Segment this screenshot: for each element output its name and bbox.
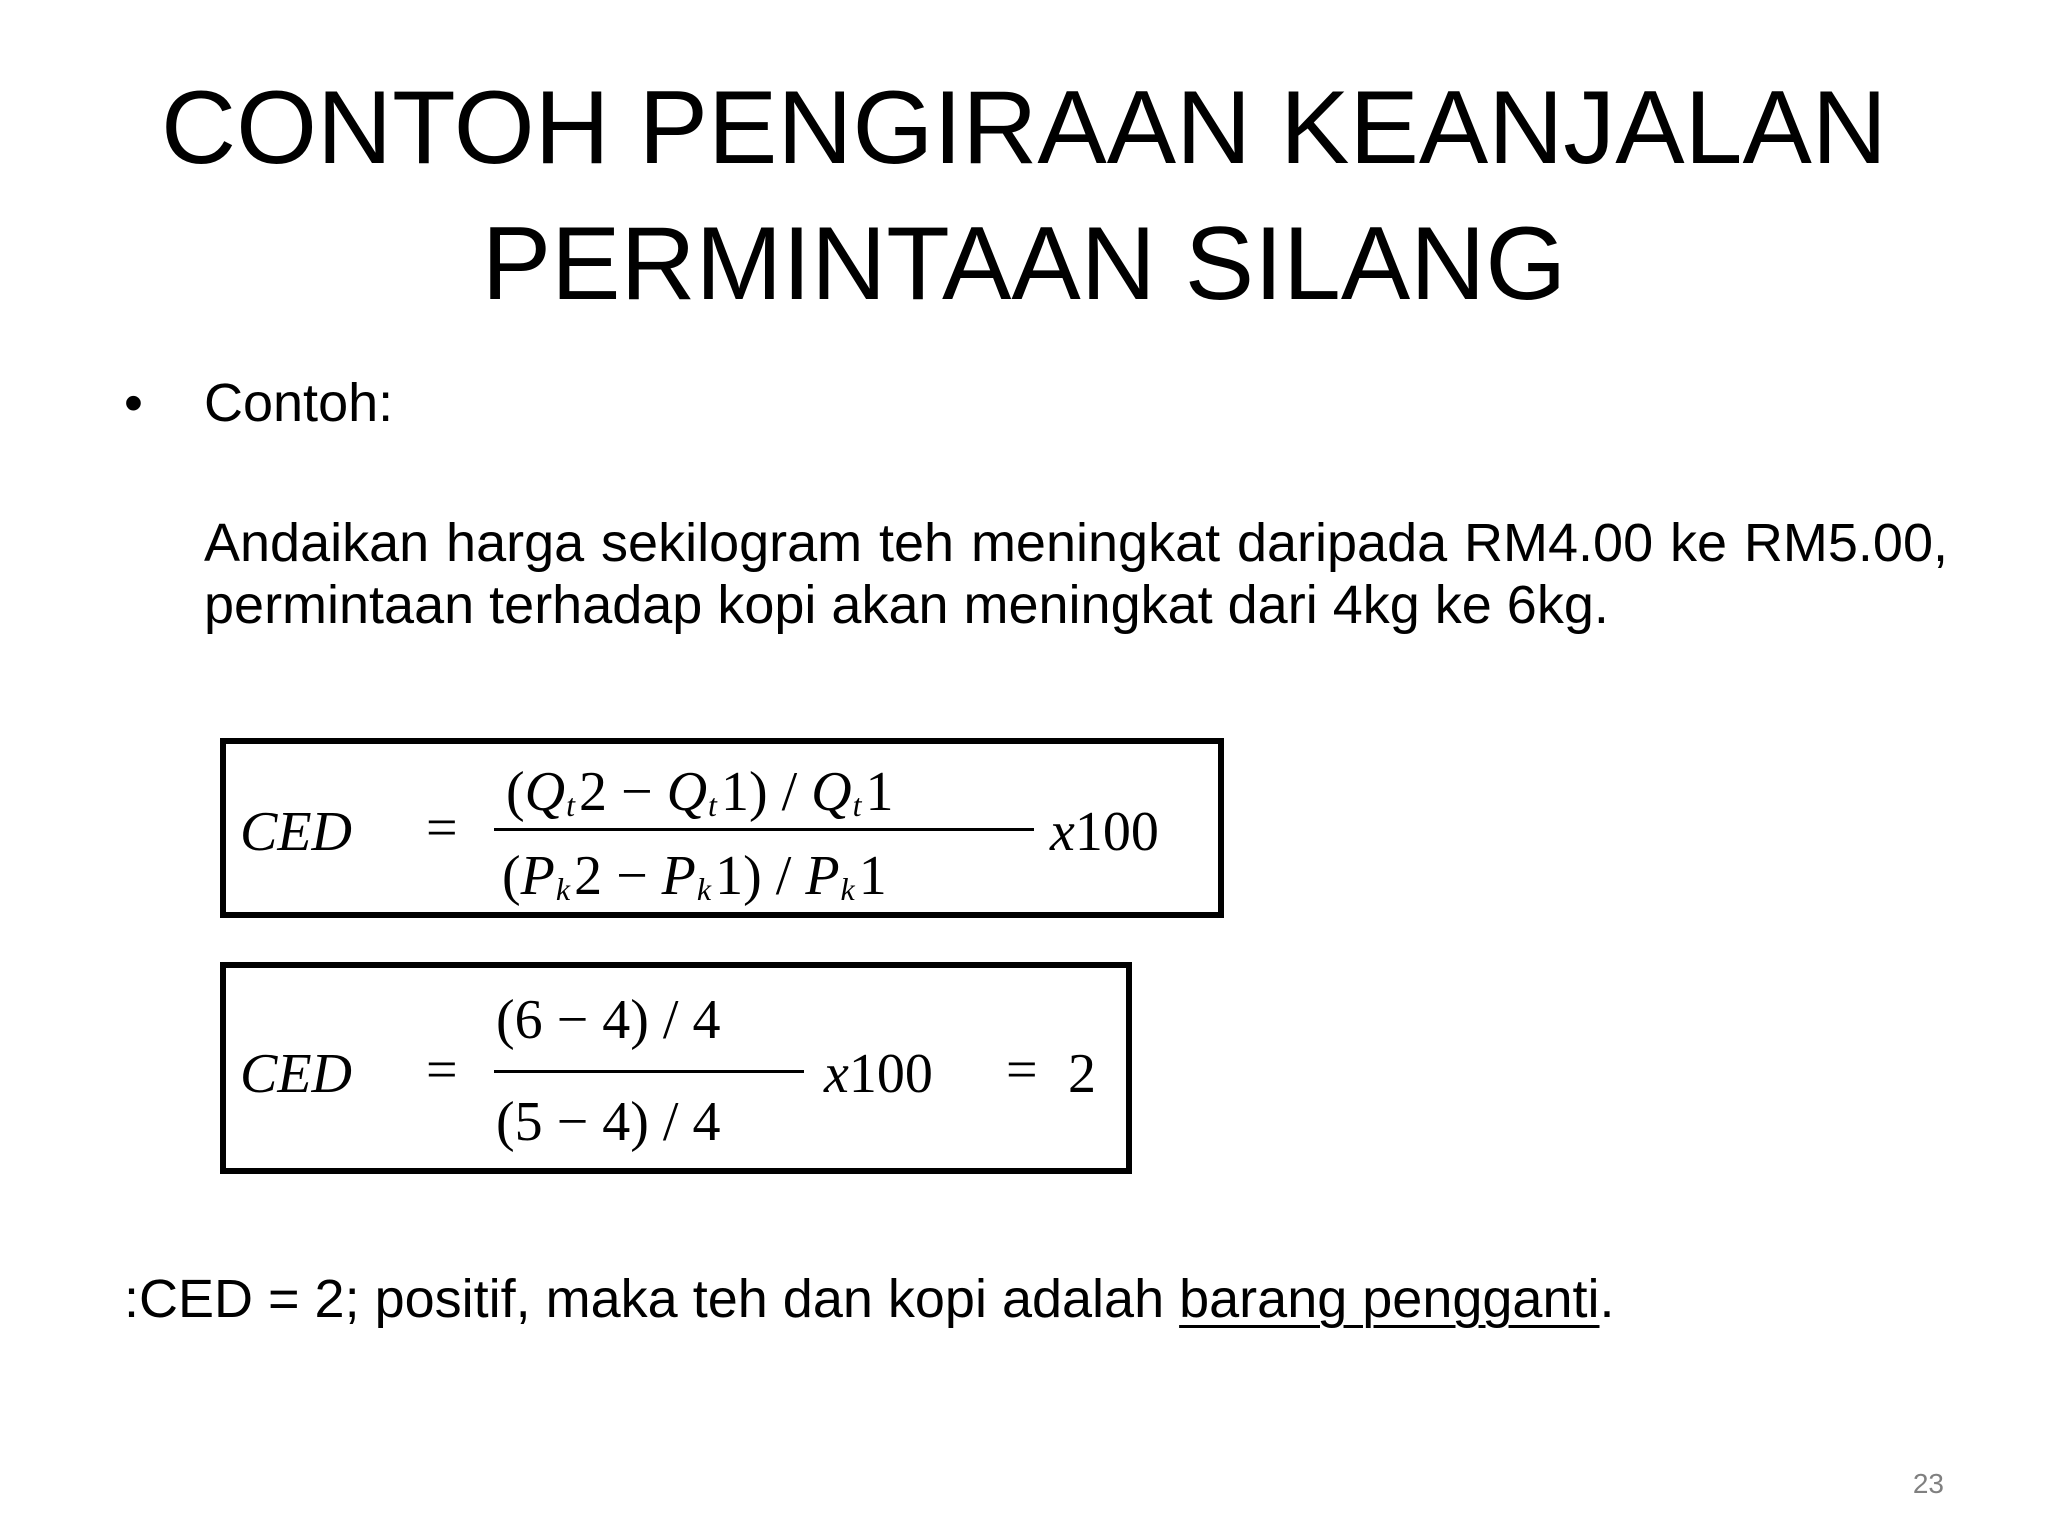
- example-formula-box: [220, 962, 1132, 1174]
- conclusion-text: [124, 1264, 1615, 1334]
- example-multiplier: x100: [824, 1043, 933, 1105]
- paragraph-line-2: RM5.00, permintaan terhadap kopi akan meningkat dari 4kg ke 6kg.: [204, 513, 1948, 635]
- conclusion-suffix: .: [1599, 1269, 1615, 1329]
- slide-title: [0, 60, 2048, 332]
- example-denominator: (5 − 4) / 4: [496, 1091, 721, 1153]
- example-equals-2: =: [1006, 1039, 1038, 1101]
- bullet-label: Contoh:: [204, 373, 394, 433]
- formula-denominator: (Pk2 − Pk1) / Pk1: [502, 845, 887, 907]
- example-result: 2: [1068, 1043, 1096, 1105]
- page-number: 23: [1912, 1468, 1944, 1499]
- example-lhs: CED: [240, 1043, 352, 1105]
- formula-numerator: (Qt2 − Qt1) / Qt1: [506, 761, 894, 823]
- fraction-bar: [494, 828, 1034, 831]
- example-equals: =: [426, 1039, 458, 1101]
- title-line-2: PERMINTAAN SILANG: [481, 206, 1567, 322]
- formula-equals: =: [426, 797, 458, 859]
- title-line-1: CONTOH PENGIRAAN KEANJALAN: [160, 70, 1887, 186]
- formula-multiplier: x100: [1050, 801, 1159, 863]
- formula-lhs: CED: [240, 801, 352, 863]
- general-formula-box: [220, 738, 1224, 918]
- example-paragraph: [204, 512, 1948, 636]
- conclusion-prefix: :CED = 2; positif, maka teh dan kopi adalah: [124, 1269, 1180, 1329]
- example-fraction-bar: [494, 1070, 804, 1073]
- example-numerator: (6 − 4) / 4: [496, 989, 721, 1051]
- paragraph-line-1: Andaikan harga sekilogram teh meningkat daripada RM4.00 ke: [204, 513, 1728, 573]
- bullet-icon: •: [124, 373, 143, 433]
- bullet-item: [124, 368, 393, 438]
- conclusion-underlined-term: barang pengganti: [1179, 1269, 1600, 1329]
